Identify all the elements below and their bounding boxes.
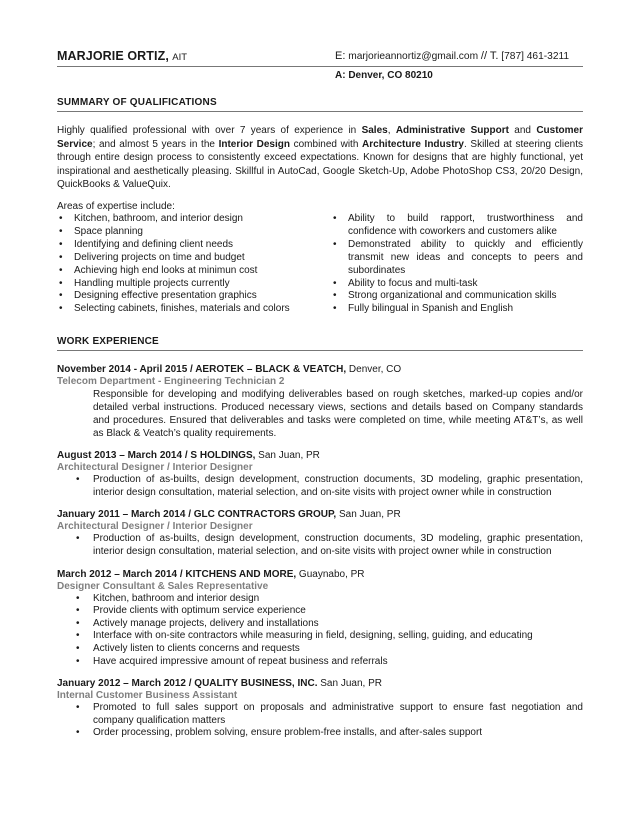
list-item: • Strong organizational and communication skills xyxy=(331,290,583,303)
summary-highlight: Interior Design xyxy=(218,138,290,150)
list-item: • Ability to focus and multi-task xyxy=(331,278,583,291)
phone-label: T. xyxy=(489,50,499,62)
list-item: • Production of as-builts, design development, construction documents, 3D modeling, graphic presentation, interior design consultation, material selection, and on-site visits with project owner while in construction xyxy=(93,533,583,558)
list-item: • Designing effective presentation graphics xyxy=(57,290,307,303)
resume-header xyxy=(57,48,583,66)
job-entry-glc xyxy=(57,508,583,558)
list-item: • Achieving high end looks at minimun cost xyxy=(57,265,307,278)
summary-text: , xyxy=(387,125,396,136)
list-item: • Demonstrated ability to quickly and efficiently transmit new ideas and concepts to peers and subordinates xyxy=(331,239,583,278)
list-item: • Promoted to full sales support on proposals and administrative support to ensure fast negotiation and company qualification matters xyxy=(93,702,583,727)
address: A: Denver, CO 80210 xyxy=(335,70,433,81)
summary-text: combined with xyxy=(290,138,363,150)
job-role: Designer Consultant & Sales Representative xyxy=(57,580,269,592)
job-header xyxy=(57,508,583,521)
job-header xyxy=(57,677,583,690)
job-bullets xyxy=(57,474,583,499)
summary-text: ; and almost 5 years in the xyxy=(92,138,219,150)
phone-number: [787] 461-3211 xyxy=(501,51,570,62)
work-section-title: WORK EXPERIENCE xyxy=(57,336,583,351)
job-location: Guaynabo, PR xyxy=(296,568,365,580)
email-label: E: xyxy=(335,50,346,62)
expertise-list-right xyxy=(331,213,583,316)
summary-text: Highly qualified professional with over 7 years of experience in xyxy=(57,125,362,136)
list-item: • Interface with on-site contractors while measuring in field, designing, selling, guiding, and educating xyxy=(93,630,583,643)
job-role: Internal Customer Business Assistant xyxy=(57,690,238,702)
list-item: • Have acquired impressive amount of repeat business and referrals xyxy=(93,656,583,669)
list-item: • Fully bilingual in Spanish and English xyxy=(331,303,583,316)
job-entry-quality-business xyxy=(57,677,583,740)
contact-separator: // xyxy=(480,50,488,62)
list-item: • Handling multiple projects currently xyxy=(57,278,307,291)
job-header xyxy=(57,363,583,376)
job-location: San Juan, PR xyxy=(317,678,382,690)
summary-highlight: Architecture Industry xyxy=(362,138,464,150)
job-dates-company: November 2014 - April 2015 / AEROTEK – BLACK & VEATCH, xyxy=(57,364,347,376)
list-item: • Actively listen to clients concerns and requests xyxy=(93,643,583,656)
candidate-name-block xyxy=(57,48,187,66)
list-item: • Actively manage projects, delivery and installations xyxy=(93,618,583,631)
summary-highlight: Sales xyxy=(361,125,388,136)
list-item: • Kitchen, bathroom, and interior design xyxy=(57,213,307,226)
job-dates-company: January 2012 – March 2012 / QUALITY BUSINESS, INC. xyxy=(57,678,318,690)
job-dates-company: January 2011 – March 2014 / GLC CONTRACTORS GROUP, xyxy=(57,509,337,521)
job-role: Telecom Department - Engineering Technician 2 xyxy=(57,376,285,388)
job-header xyxy=(57,449,583,462)
summary-text: . Skilled at steering clients through entire design process to consistently exceed expectations. Known for designs that are highly functional, yet inspirational and aesthetically pleasing. Skillful in AutoCad, Google Sketch-Up, Adobe PhotoShop CS3, 20/20 Design, QuickBooks & ValueQuix. xyxy=(57,138,583,190)
candidate-credential: AIT xyxy=(172,52,188,63)
summary-text: and xyxy=(508,125,537,136)
header-divider xyxy=(57,66,583,67)
job-bullets xyxy=(57,702,583,740)
job-role: Architectural Designer / Interior Designer xyxy=(57,521,253,533)
job-dates-company: March 2012 – March 2014 / KITCHENS AND MORE, xyxy=(57,568,297,580)
summary-highlight: Administrative Support xyxy=(395,125,509,136)
job-entry-s-holdings xyxy=(57,449,583,499)
job-location: San Juan, PR xyxy=(255,450,320,462)
list-item: • Kitchen, bathroom and interior design xyxy=(93,593,583,606)
summary-section-title: SUMMARY OF QUALIFICATIONS xyxy=(57,97,583,112)
expertise-list-left xyxy=(57,213,307,316)
expertise-columns xyxy=(57,213,583,316)
list-item: • Delivering projects on time and budget xyxy=(57,252,307,265)
list-item: • Selecting cabinets, finishes, materials and colors xyxy=(57,303,307,316)
summary-paragraph xyxy=(57,124,583,192)
job-location: San Juan, PR xyxy=(336,509,401,521)
list-item: • Order processing, problem solving, ensure problem-free installs, and after-sales support xyxy=(93,727,583,740)
list-item: • Space planning xyxy=(57,226,307,239)
summary-highlight: Customer Service xyxy=(57,125,583,150)
resume-page xyxy=(57,48,583,740)
list-item: • Ability to build rapport, trustworthiness and confidence with coworkers and customers alike xyxy=(331,213,583,239)
email-link[interactable]: marjorieannortiz@gmail.com xyxy=(348,51,479,62)
areas-of-expertise-label: Areas of expertise include: xyxy=(57,200,175,212)
job-location: Denver, CO xyxy=(346,364,402,376)
job-entry-kitchens-and-more xyxy=(57,568,583,669)
contact-line xyxy=(335,48,583,66)
list-item: • Production of as-builts, design development, construction documents, 3D modeling, graphic presentation, interior design consultation, material selection, and on-site visits with project owner while in construction xyxy=(93,474,583,499)
list-item: • Identifying and defining client needs xyxy=(57,239,307,252)
list-item: • Provide clients with optimum service experience xyxy=(93,605,583,618)
job-role: Architectural Designer / Interior Designer xyxy=(57,462,253,474)
job-entry-aerotek xyxy=(57,363,583,440)
job-dates-company: August 2013 – March 2014 / S HOLDINGS, xyxy=(57,450,256,462)
job-description: Responsible for developing and modifying deliverables based on rough sketches, marked-up copies and/or detailed verbal instructions. Produced necessary views, sections and details based on Company standards and procedures. Ensured that deliverables and tasks were completed on time, while meeting AT&T’s, as well as Black & Veatch’s quality requirements. xyxy=(93,389,583,440)
job-bullets xyxy=(57,593,583,669)
candidate-name: MARJORIE ORTIZ, xyxy=(57,49,169,63)
job-header xyxy=(57,568,583,581)
job-bullets xyxy=(57,533,583,558)
